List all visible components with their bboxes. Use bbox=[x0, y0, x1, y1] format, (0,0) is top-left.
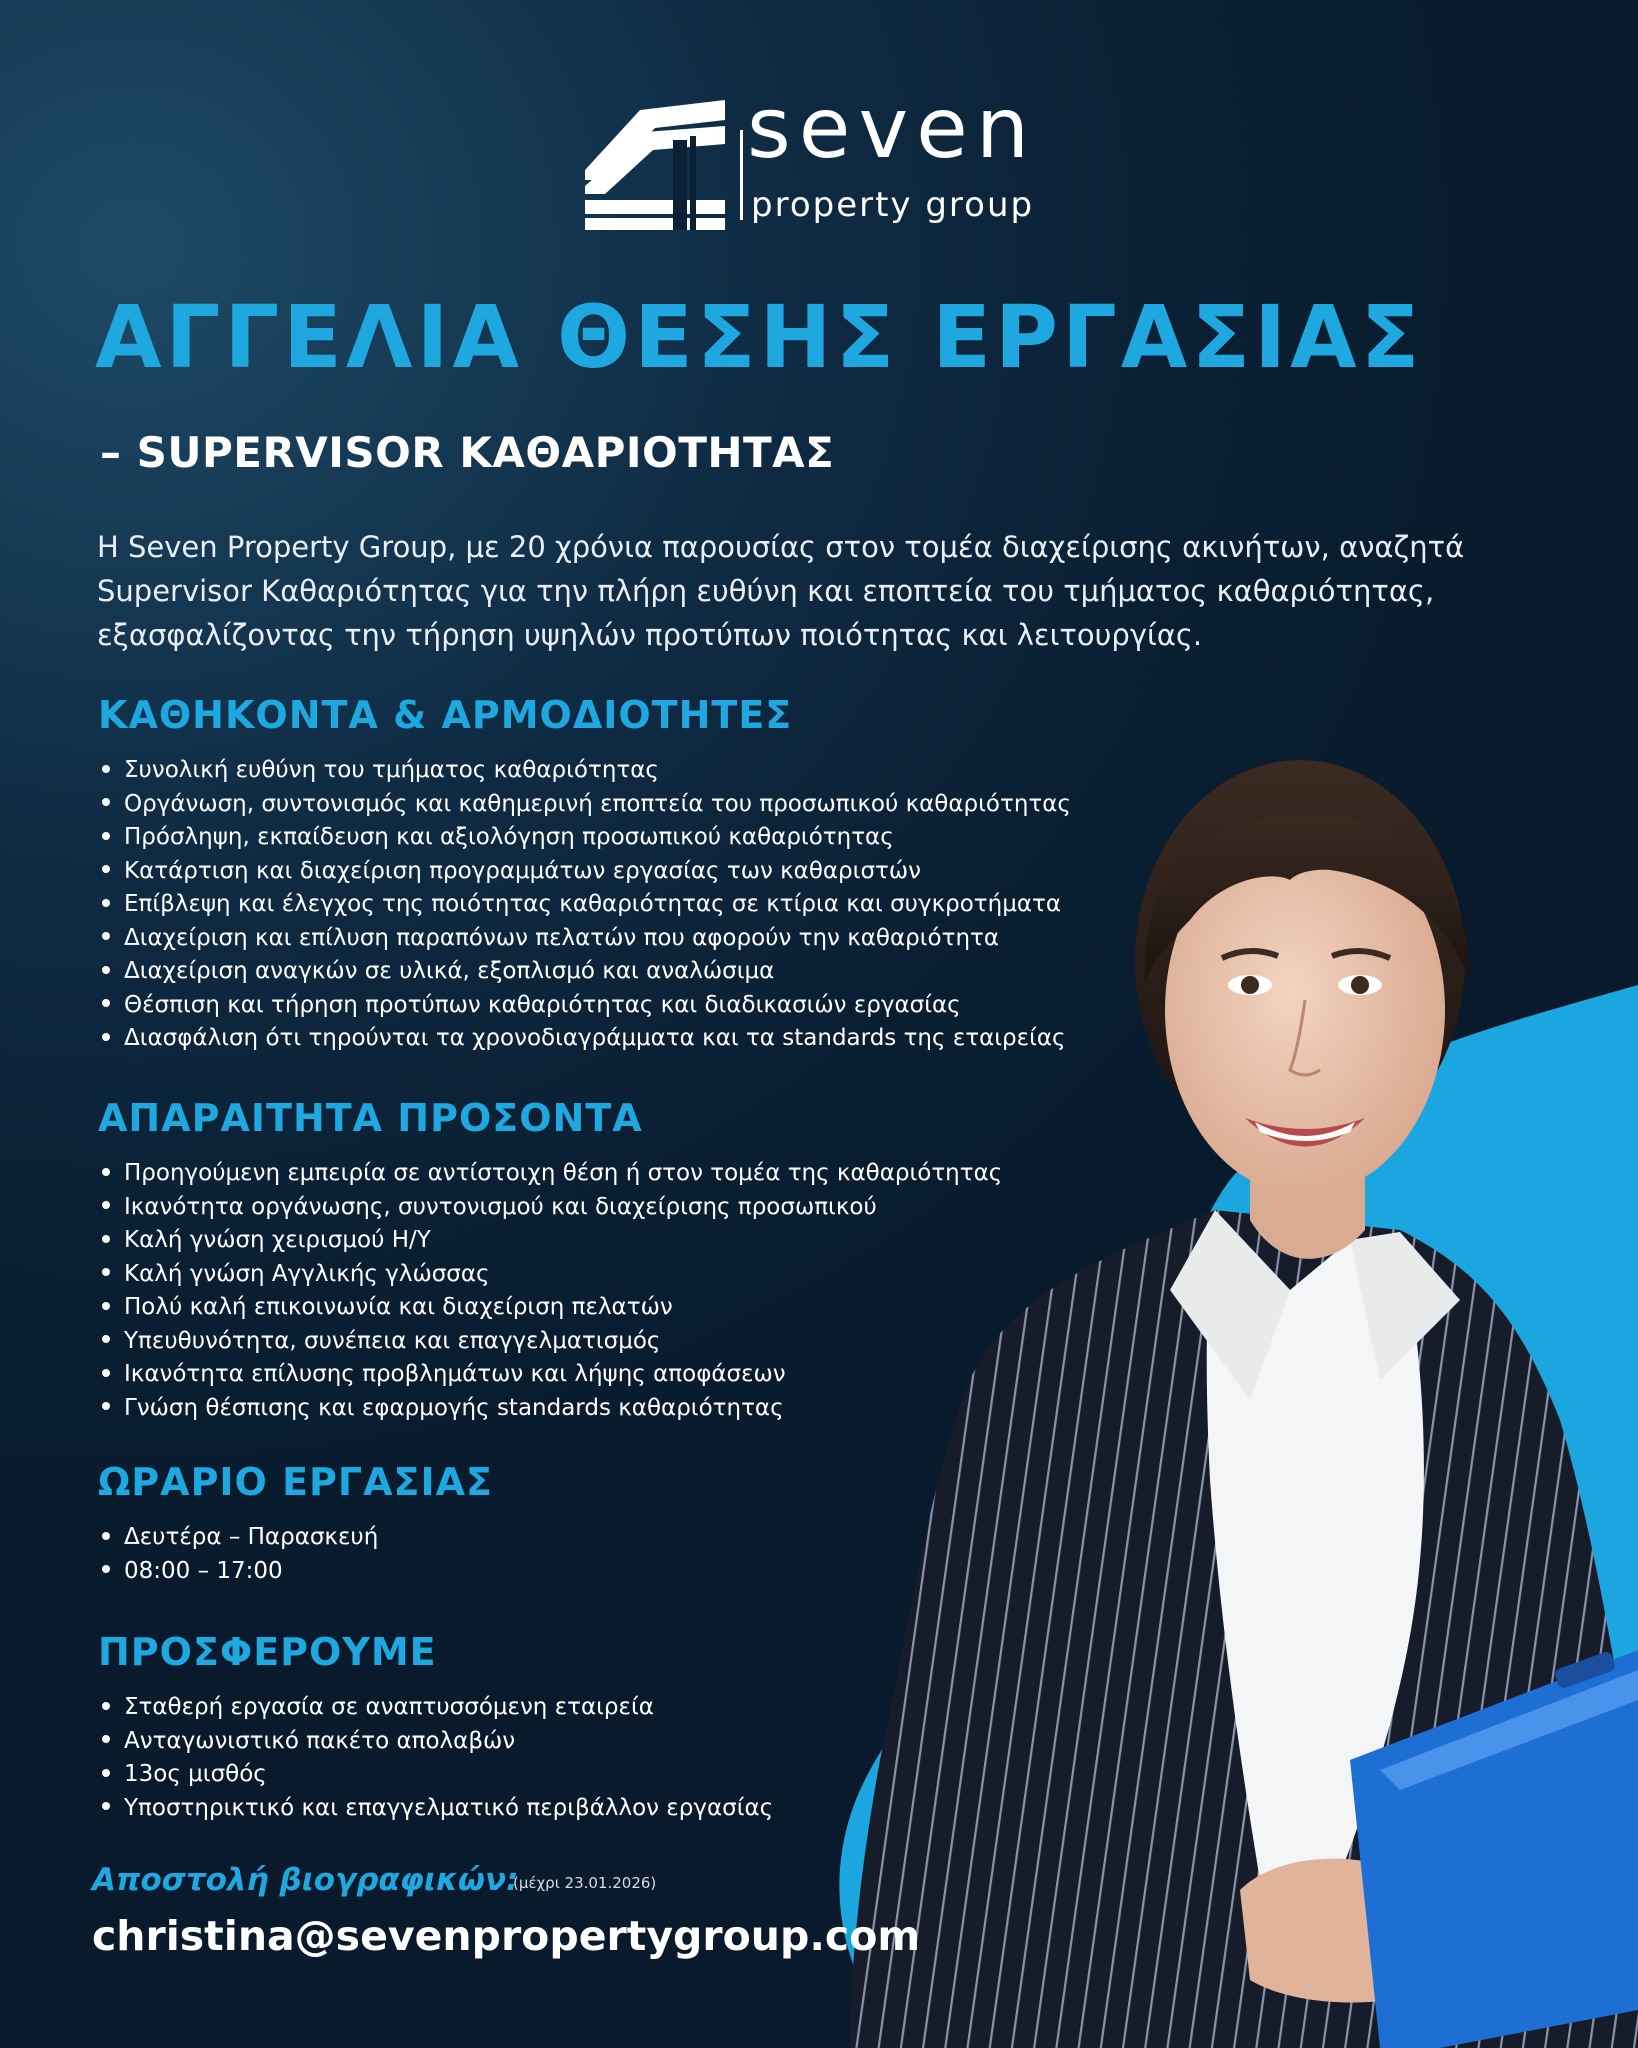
list-item: Διασφάλιση ότι τηρούνται τα χρονοδιαγράμματα και τα standards της εταιρείας bbox=[98, 1022, 1071, 1056]
page-subtitle: – SUPERVISOR ΚΑΘΑΡΙΟΤΗΤΑΣ bbox=[100, 428, 835, 477]
company-logo bbox=[585, 79, 1065, 230]
list-item: 08:00 – 17:00 bbox=[98, 1555, 378, 1589]
offer-list bbox=[98, 1691, 773, 1825]
duties-title: ΚΑΘΗΚΟΝΤΑ & ΑΡΜΟΔΙΟΤΗΤΕΣ bbox=[98, 693, 793, 737]
list-item: 13ος μισθός bbox=[98, 1758, 773, 1792]
list-item: Θέσπιση και τήρηση προτύπων καθαριότητας και διαδικασιών εργασίας bbox=[98, 989, 1071, 1023]
list-item: Πρόσληψη, εκπαίδευση και αξιολόγηση προσωπικού καθαριότητας bbox=[98, 821, 1071, 855]
list-item: Καλή γνώση χειρισμού Η/Υ bbox=[98, 1224, 1002, 1258]
schedule-title: ΩΡΑΡΙΟ ΕΡΓΑΣΙΑΣ bbox=[98, 1460, 493, 1504]
list-item: Πολύ καλή επικοινωνία και διαχείριση πελατών bbox=[98, 1291, 1002, 1325]
list-item: Υπευθυνότητα, συνέπεια και επαγγελματισμός bbox=[98, 1325, 1002, 1359]
cv-submission-label: Αποστολή βιογραφικών: bbox=[92, 1862, 519, 1898]
page-title: ΑΓΓΕΛΙΑ ΘΕΣΗΣ ΕΡΓΑΣΙΑΣ bbox=[95, 288, 1424, 388]
logo-name: seven bbox=[747, 79, 1038, 177]
list-item: Ανταγωνιστικό πακέτο απολαβών bbox=[98, 1725, 773, 1759]
list-item: Ικανότητα οργάνωσης, συντονισμού και διαχείρισης προσωπικού bbox=[98, 1191, 1002, 1225]
list-item: Συνολική ευθύνη του τμήματος καθαριότητας bbox=[98, 754, 1071, 788]
schedule-list bbox=[98, 1521, 378, 1588]
list-item: Επίβλεψη και έλεγχος της ποιότητας καθαριότητας σε κτίρια και συγκροτήματα bbox=[98, 888, 1071, 922]
list-item: Κατάρτιση και διαχείριση προγραμμάτων εργασίας των καθαριστών bbox=[98, 855, 1071, 889]
list-item: Διαχείριση και επίλυση παραπόνων πελατών που αφορούν την καθαριότητα bbox=[98, 922, 1071, 956]
list-item: Δευτέρα – Παρασκευή bbox=[98, 1521, 378, 1555]
contact-email[interactable]: christina@sevenpropertygroup.com bbox=[92, 1912, 921, 1960]
cv-deadline: (μέχρι 23.01.2026) bbox=[513, 1874, 657, 1892]
list-item: Σταθερή εργασία σε αναπτυσσόμενη εταιρεία bbox=[98, 1691, 773, 1725]
offer-title: ΠΡΟΣΦΕΡΟΥΜΕ bbox=[98, 1630, 437, 1674]
logo-tagline: property group bbox=[751, 185, 1035, 225]
list-item: Ικανότητα επίλυσης προβλημάτων και λήψης αποφάσεων bbox=[98, 1358, 1002, 1392]
list-item: Υποστηρικτικό και επαγγελματικό περιβάλλον εργασίας bbox=[98, 1792, 773, 1826]
qualifications-list bbox=[98, 1157, 1002, 1425]
duties-list bbox=[98, 754, 1071, 1056]
logo-divider bbox=[740, 130, 743, 220]
building-logo-icon bbox=[585, 100, 735, 230]
list-item: Καλή γνώση Αγγλικής γλώσσας bbox=[98, 1258, 1002, 1292]
intro-paragraph: Η Seven Property Group, με 20 χρόνια παρουσίας στον τομέα διαχείρισης ακινήτων, αναζητά Supervisor Καθαριότητας για την πλήρη ευθύνη και εποπτεία του τμήματος καθαριότητας, εξασφαλίζοντας την τήρηση υψηλών προτύπων ποιότητας και λειτουργίας. bbox=[97, 530, 1465, 652]
list-item: Διαχείριση αναγκών σε υλικά, εξοπλισμό και αναλώσιμα bbox=[98, 955, 1071, 989]
list-item: Προηγούμενη εμπειρία σε αντίστοιχη θέση ή στον τομέα της καθαριότητας bbox=[98, 1157, 1002, 1191]
list-item: Γνώση θέσπισης και εφαρμογής standards καθαριότητας bbox=[98, 1392, 1002, 1426]
list-item: Οργάνωση, συντονισμός και καθημερινή εποπτεία του προσωπικού καθαριότητας bbox=[98, 788, 1071, 822]
qualifications-title: ΑΠΑΡΑΙΤΗΤΑ ΠΡΟΣΟΝΤΑ bbox=[98, 1096, 643, 1140]
